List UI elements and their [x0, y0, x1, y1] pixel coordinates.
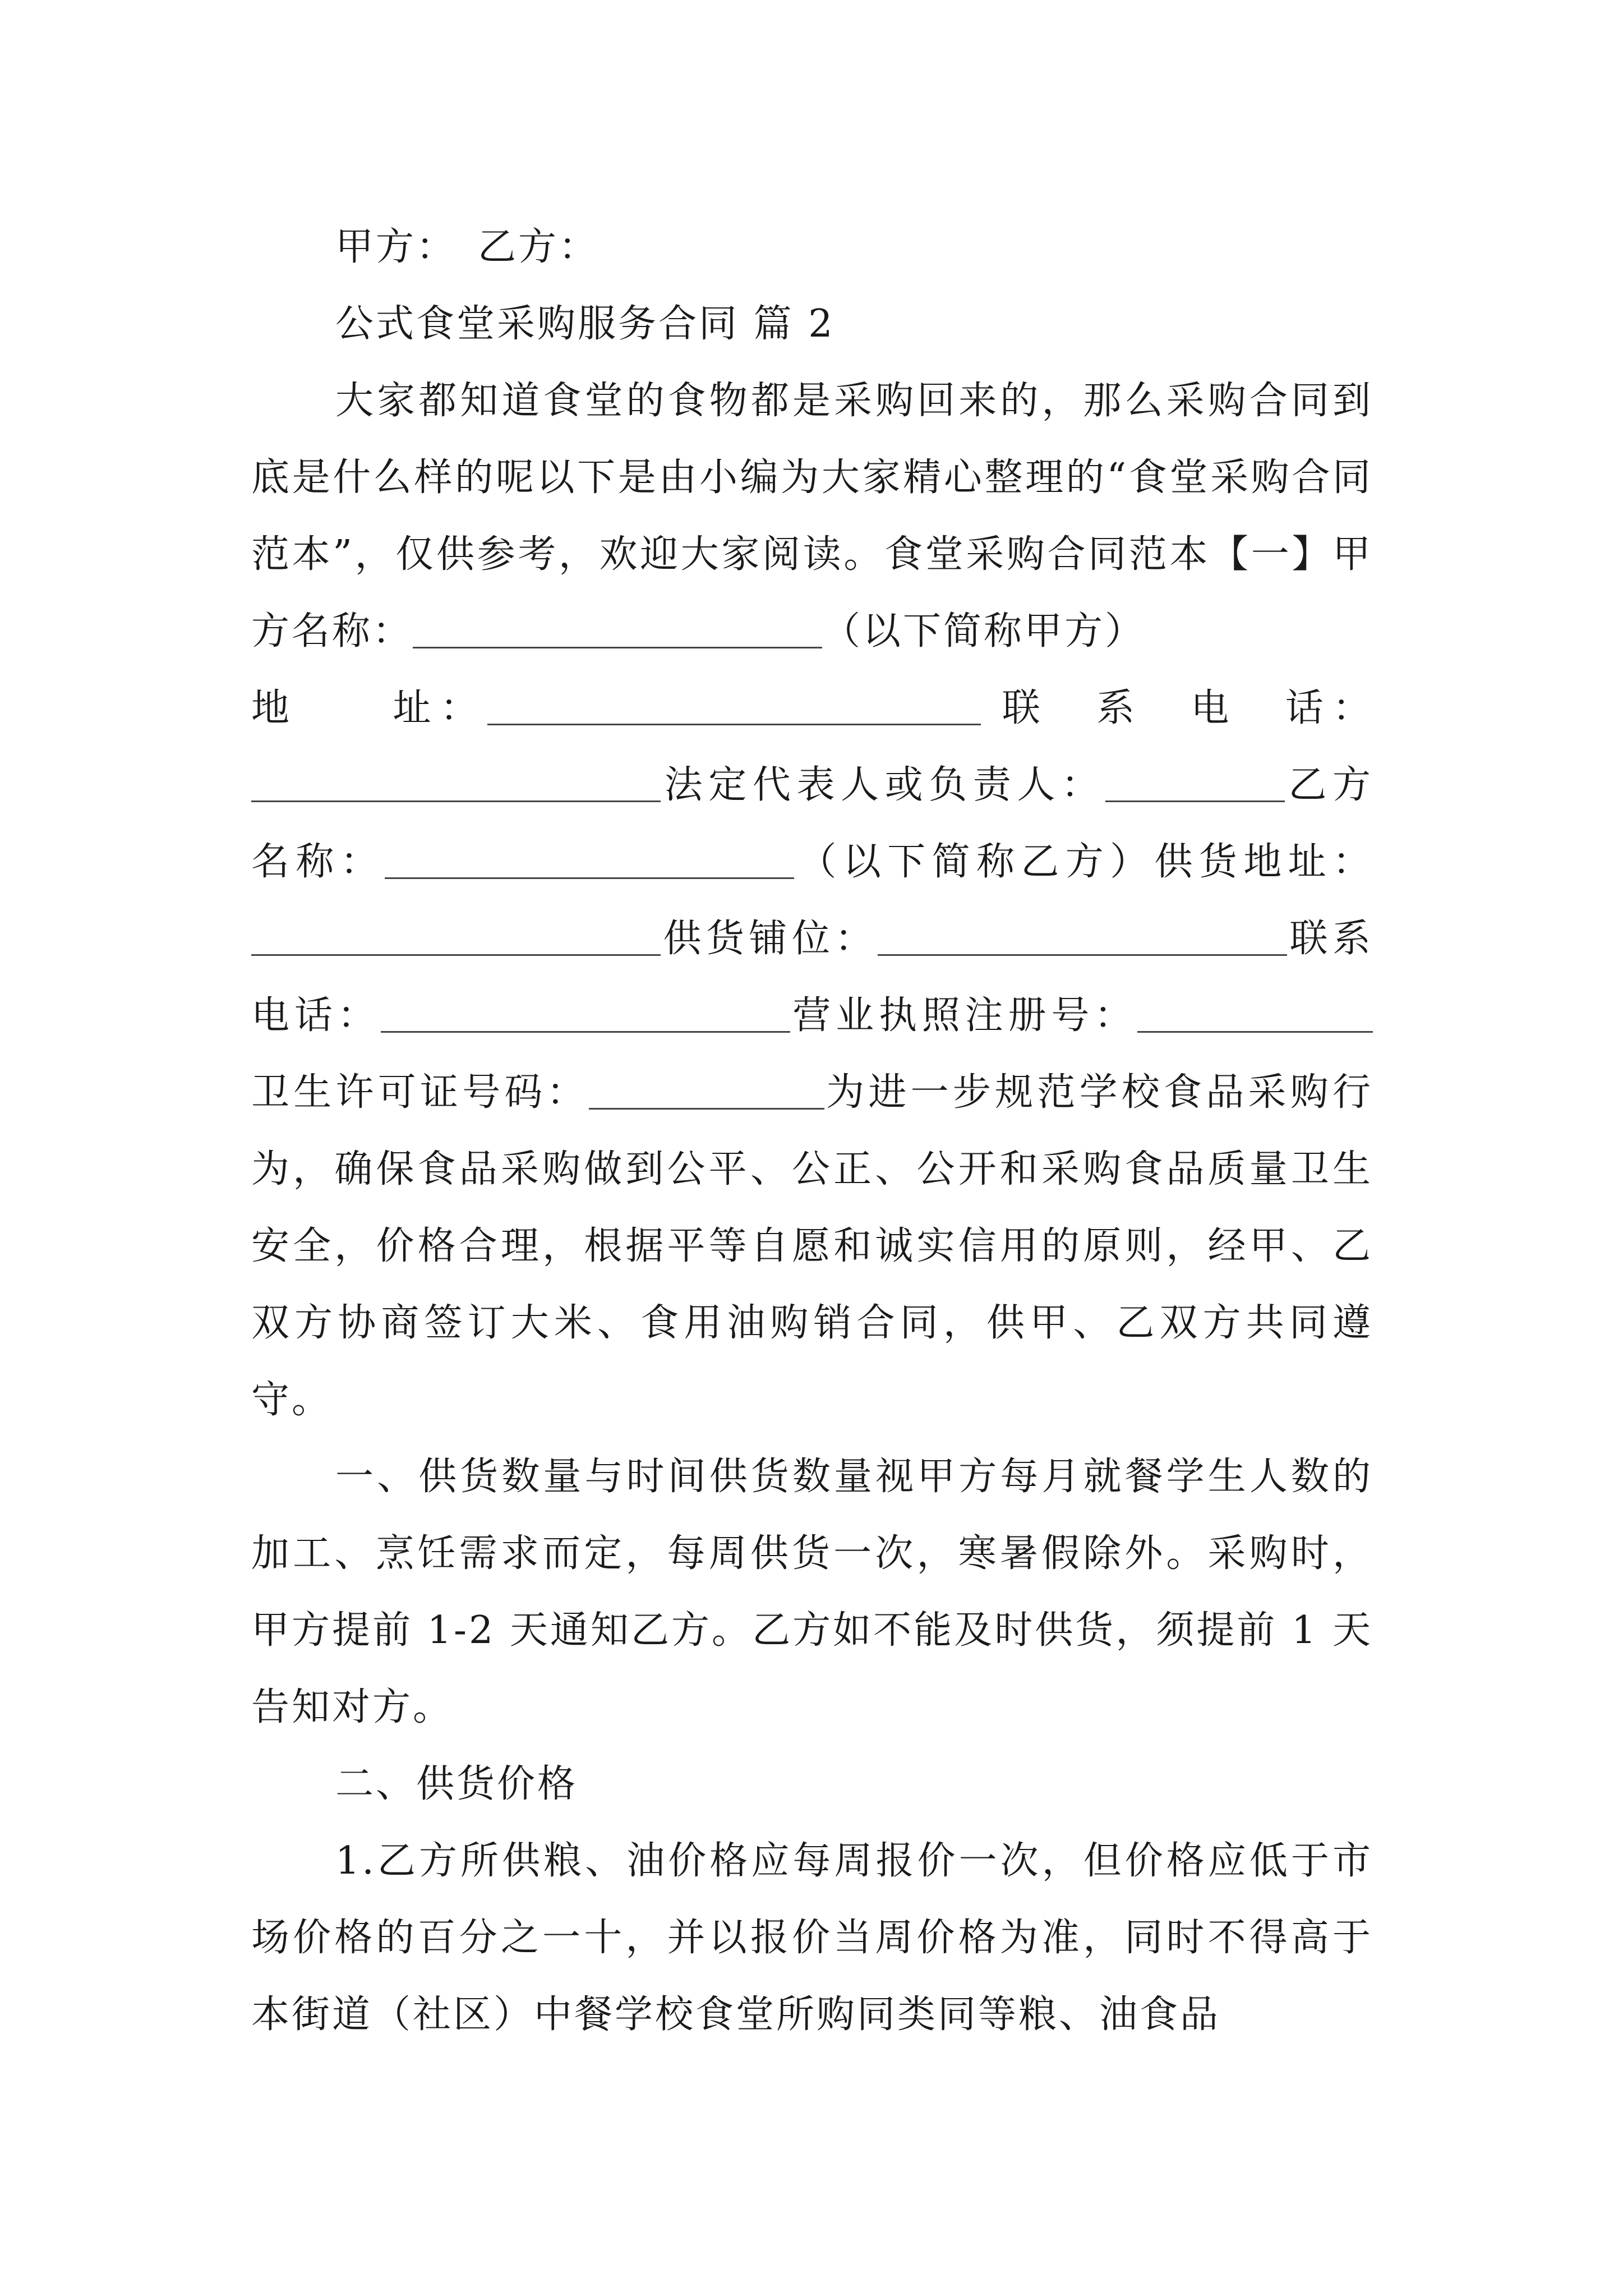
preamble-text: 为进一步规范学校食品采购行为，确保食品采购做到公平、公正、公开和采购食品质量卫生安全，价格合理，根据平等自愿和诚实信用的原则，经甲、乙双方协商签订大米、食用油购销合同，供甲、乙双方共同遵守。: [251, 1070, 1373, 1422]
clause-2-heading: 二、供货价格: [335, 1762, 578, 1806]
signature-line: 甲方： 乙方：: [335, 225, 600, 269]
health-permit-label: 卫生许可证号码：: [251, 1070, 589, 1115]
health-permit-paragraph: [251, 1054, 1373, 1438]
contact-label-end: 电话：: [251, 993, 381, 1038]
legal-rep-line: [251, 747, 1373, 823]
party-a-name-blank: [413, 609, 822, 648]
address-blank: [487, 685, 981, 725]
phone-label: 联 系 电 话：: [1002, 686, 1373, 730]
section-heading: 公式食堂采购服务合同 篇 2: [335, 302, 835, 346]
intro-text: 大家都知道食堂的食物都是采购回来的，那么采购合同到底是什么样的呢以下是由小编为大家精心整理的“食堂采购合同范本”，仅供参考，欢迎大家阅读。食堂采购合同范本【一】甲方名称：: [251, 379, 1373, 654]
clause-1: 一、供货数量与时间供货数量视甲方每月就餐学生人数的加工、烹饪需求而定，每周供货一次，寒暑假除外。采购时，甲方提前 1-2 天通知乙方。乙方如不能及时供货，须提前 1 天告知对方。: [251, 1455, 1373, 1729]
party-a-suffix: （以下简称甲方）: [822, 609, 1146, 654]
business-license-label: 营业执照注册号：: [790, 993, 1137, 1038]
business-license-line: [251, 977, 1373, 1054]
contract-header-paragraph: [251, 362, 1373, 670]
legal-rep-blank: [1105, 762, 1285, 802]
address-phone-line: [251, 670, 1373, 747]
contact-phone-blank: [381, 993, 790, 1033]
business-license-blank: [1137, 993, 1373, 1033]
document-body: [251, 209, 1373, 2053]
party-b-name-line: [251, 823, 1373, 900]
party-b-suffix: （以下简称乙方）供货地址：: [794, 840, 1373, 884]
address-label: 地 址：: [251, 686, 487, 730]
phone-blank: [251, 762, 661, 802]
party-b-label-start: 乙方: [1284, 763, 1373, 807]
clause-2-item-1: 1.乙方所供粮、油价格应每周报价一次，但价格应低于市场价格的百分之一十，并以报价当周价格为准，同时不得高于本街道（社区）中餐学校食堂所购同类同等粮、油食品: [251, 1839, 1373, 2037]
supply-address-blank: [251, 916, 661, 956]
supply-stall-blank: [878, 916, 1287, 956]
supply-stall-line: [251, 900, 1373, 977]
legal-rep-label: 法定代表人或负责人：: [661, 763, 1105, 807]
party-b-name-blank: [385, 839, 794, 879]
party-b-label-end: 名称：: [251, 840, 385, 884]
health-permit-blank: [589, 1070, 824, 1110]
supply-stall-label: 供货铺位：: [661, 917, 878, 961]
contact-label-start: 联系: [1287, 917, 1373, 961]
